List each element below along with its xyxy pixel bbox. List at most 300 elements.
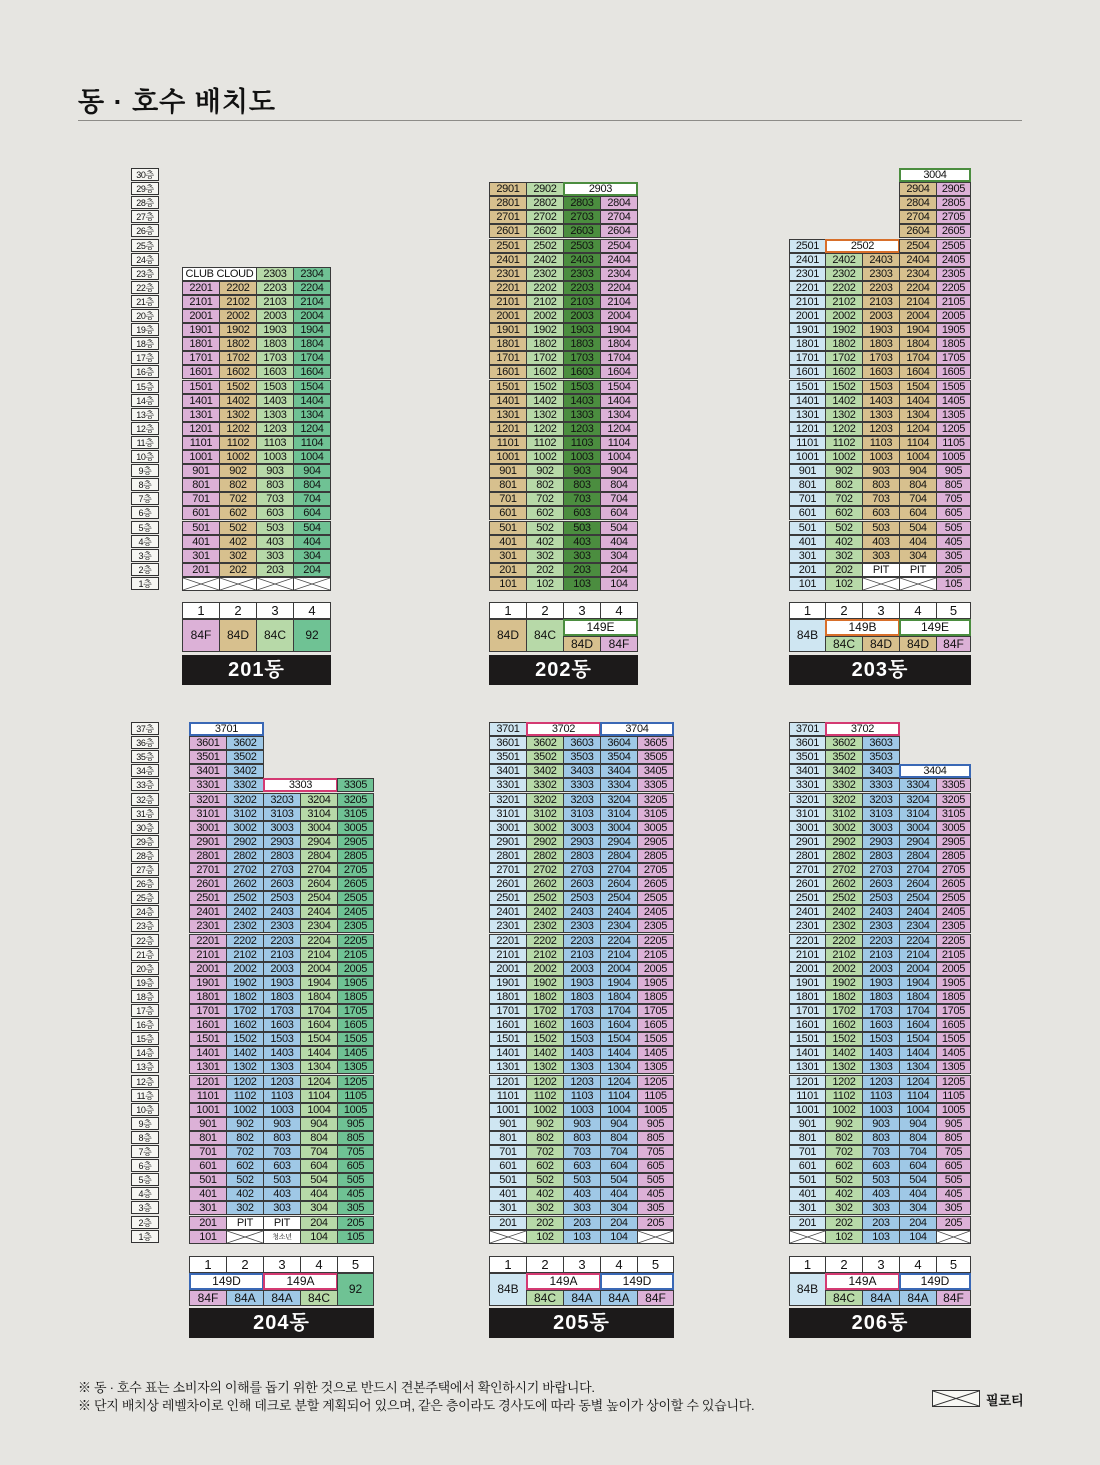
unit-cell: 1702	[526, 1004, 564, 1018]
floor-label: 27층	[131, 863, 159, 876]
unit-cell: 302	[526, 549, 564, 563]
unit-cell: 602	[219, 506, 257, 520]
floor-label: 13층	[131, 1060, 159, 1073]
unit-cell: 1503	[862, 1032, 900, 1046]
unit-cell: 1904	[600, 323, 638, 337]
unit-cell: 2503	[563, 239, 601, 253]
unit-cell: 2202	[825, 281, 863, 295]
unit-cell: 202	[219, 563, 257, 577]
unit-cell: 103	[563, 1230, 601, 1244]
unit-cell: 3702	[526, 722, 601, 736]
unit-cell: 1204	[899, 422, 937, 436]
unit-cell: 503	[862, 1173, 900, 1187]
line-number: 4	[293, 602, 331, 619]
unit-cell: 1202	[219, 422, 257, 436]
floor-label: 13층	[131, 408, 159, 421]
unit-cell: 1701	[489, 1004, 527, 1018]
unit-cell: 905	[936, 464, 971, 478]
unit-cell: 1103	[862, 1089, 900, 1103]
unit-cell: 2704	[899, 863, 937, 877]
unit-cell: 2401	[489, 905, 527, 919]
unit-cell: 502	[226, 1173, 264, 1187]
unit-cell: 1004	[600, 1103, 638, 1117]
unit-cell: 2505	[936, 239, 971, 253]
unit-cell: 1403	[263, 1046, 301, 1060]
unit-cell: 1704	[300, 1004, 338, 1018]
unit-cell: 1504	[300, 1032, 338, 1046]
floor-label: 36층	[131, 736, 159, 749]
unit-cell: 703	[862, 492, 900, 506]
unit-cell: 1904	[899, 976, 937, 990]
unit-cell: 2403	[263, 905, 301, 919]
unit-cell: 2305	[637, 919, 674, 933]
unit-cell: 3304	[899, 778, 937, 792]
unit-cell: 802	[226, 1131, 264, 1145]
unit-cell: 205	[337, 1216, 374, 1230]
unit-cell: 1502	[825, 1032, 863, 1046]
unit-cell: 703	[256, 492, 294, 506]
unit-cell: 204	[293, 563, 331, 577]
unit-cell: 1203	[563, 422, 601, 436]
unit-cell: 1902	[219, 323, 257, 337]
type-box-84F: 84F	[182, 619, 220, 652]
unit-cell: 1805	[337, 990, 374, 1004]
floor-label: 6층	[131, 1159, 159, 1172]
unit-cell: 1505	[936, 1032, 971, 1046]
unit-cell: 3105	[637, 807, 674, 821]
unit-cell: 204	[300, 1216, 338, 1230]
type-box-149A: 149A	[526, 1273, 601, 1290]
unit-cell: 104	[600, 577, 638, 591]
unit-cell: 3404	[600, 764, 638, 778]
unit-cell: 1905	[337, 976, 374, 990]
unit-cell: 1703	[563, 351, 601, 365]
unit-cell: 2102	[526, 948, 564, 962]
unit-cell: 404	[300, 1187, 338, 1201]
unit-cell: 1703	[862, 1004, 900, 1018]
unit-cell: 1905	[936, 323, 971, 337]
unit-cell: 1504	[600, 1032, 638, 1046]
unit-cell: 1204	[300, 1075, 338, 1089]
unit-cell: 2101	[189, 948, 227, 962]
unit-cell: 301	[182, 549, 220, 563]
unit-cell: 2103	[563, 948, 601, 962]
unit-cell: 2103	[256, 295, 294, 309]
floor-label: 17층	[131, 1004, 159, 1017]
unit-cell: 1404	[300, 1046, 338, 1060]
unit-cell: 1602	[526, 365, 564, 379]
unit-cell: 801	[789, 478, 826, 492]
unit-cell: 404	[600, 1187, 638, 1201]
unit-cell: 2304	[300, 919, 338, 933]
unit-cell: 803	[563, 1131, 601, 1145]
unit-cell: 702	[219, 492, 257, 506]
unit-cell: 703	[263, 1145, 301, 1159]
unit-cell: 2704	[600, 863, 638, 877]
unit-cell: 2302	[825, 267, 863, 281]
unit-cell: 2705	[936, 210, 971, 224]
unit-cell: 1203	[862, 1075, 900, 1089]
unit-cell: 501	[789, 1173, 826, 1187]
unit-cell: 104	[300, 1230, 338, 1244]
unit-cell: 905	[936, 1117, 971, 1131]
unit-cell: 901	[489, 1117, 527, 1131]
unit-cell: 603	[862, 1159, 900, 1173]
unit-cell: 801	[489, 478, 527, 492]
unit-cell: 702	[226, 1145, 264, 1159]
unit-cell: 3001	[189, 821, 227, 835]
unit-cell: 2304	[600, 919, 638, 933]
unit-cell: 901	[789, 464, 826, 478]
unit-cell: 1003	[862, 450, 900, 464]
unit-cell: 1005	[337, 1103, 374, 1117]
unit-cell: 3004	[600, 821, 638, 835]
unit-cell: 402	[825, 535, 863, 549]
unit-cell: 1405	[337, 1046, 374, 1060]
unit-cell: 601	[489, 1159, 527, 1173]
unit-cell: 701	[489, 492, 527, 506]
unit-cell: 501	[489, 1173, 527, 1187]
line-number: 3	[862, 1256, 900, 1273]
unit-cell: 3204	[300, 793, 338, 807]
unit-cell: 1804	[300, 990, 338, 1004]
unit-cell: 802	[219, 478, 257, 492]
unit-cell: 302	[219, 549, 257, 563]
unit-cell: 1103	[256, 436, 294, 450]
unit-cell: 502	[526, 1173, 564, 1187]
unit-cell: 1103	[563, 1089, 601, 1103]
unit-cell: 1501	[489, 380, 527, 394]
unit-cell: 1801	[789, 990, 826, 1004]
floor-label: 22층	[131, 934, 159, 947]
unit-cell: 1002	[825, 450, 863, 464]
unit-cell: 105	[936, 577, 971, 591]
unit-cell: 1804	[600, 990, 638, 1004]
unit-cell: 704	[899, 492, 937, 506]
unit-cell: 3205	[637, 793, 674, 807]
unit-cell: 2405	[936, 905, 971, 919]
unit-cell: 2705	[637, 863, 674, 877]
unit-cell: 1802	[825, 990, 863, 1004]
unit-cell: 3201	[489, 793, 527, 807]
unit-cell: 1903	[256, 323, 294, 337]
unit-cell: 1603	[563, 1018, 601, 1032]
unit-cell: 3103	[563, 807, 601, 821]
unit-cell: 205	[936, 1216, 971, 1230]
unit-cell: 803	[256, 478, 294, 492]
unit-cell: 2103	[263, 948, 301, 962]
unit-cell: 2305	[337, 919, 374, 933]
unit-cell: 2401	[789, 253, 826, 267]
unit-cell: 1902	[226, 976, 264, 990]
unit-cell: 804	[899, 1131, 937, 1145]
unit-cell: 1905	[637, 976, 674, 990]
unit-cell: 2202	[526, 934, 564, 948]
floor-label: 5층	[131, 521, 159, 534]
unit-cell: 2903	[862, 835, 900, 849]
unit-cell: 301	[489, 549, 527, 563]
unit-cell: 2101	[489, 295, 527, 309]
unit-cell: 2002	[526, 962, 564, 976]
unit-cell: 1602	[219, 365, 257, 379]
unit-cell: 1501	[489, 1032, 527, 1046]
unit-cell: 1401	[189, 1046, 227, 1060]
floor-label: 28층	[131, 196, 159, 209]
unit-cell: 3201	[789, 793, 826, 807]
unit-cell: 2402	[226, 905, 264, 919]
unit-cell: 3501	[789, 750, 826, 764]
type-box-84F: 84F	[189, 1290, 227, 1306]
unit-cell: 3005	[637, 821, 674, 835]
unit-cell: 2704	[600, 210, 638, 224]
unit-cell: 2303	[263, 919, 301, 933]
unit-cell: 302	[226, 1201, 264, 1215]
unit-cell: 801	[489, 1131, 527, 1145]
unit-cell: 3003	[263, 821, 301, 835]
unit-cell: 1604	[899, 1018, 937, 1032]
floor-label: 7층	[131, 1145, 159, 1158]
floor-label: 9층	[131, 464, 159, 477]
unit-cell: 702	[526, 492, 564, 506]
unit-cell: 1005	[936, 1103, 971, 1117]
unit-cell: 1901	[182, 323, 220, 337]
unit-cell: 1302	[526, 1060, 564, 1074]
unit-cell: 205	[637, 1216, 674, 1230]
unit-cell: 3501	[489, 750, 527, 764]
unit-cell: 3303	[563, 778, 601, 792]
line-number: 2	[226, 1256, 264, 1273]
unit-cell: 2404	[600, 905, 638, 919]
type-box-84D: 84D	[219, 619, 257, 652]
unit-cell: 청소년	[263, 1230, 301, 1244]
unit-cell: 904	[293, 464, 331, 478]
unit-cell: 2605	[936, 224, 971, 238]
unit-cell: 2002	[226, 962, 264, 976]
unit-cell: 2105	[936, 948, 971, 962]
unit-cell: 3301	[189, 778, 227, 792]
unit-cell: 2205	[337, 934, 374, 948]
note-line-2: ※ 단지 배치상 레벨차이로 인해 데크로 분할 계획되어 있으며, 같은 층이라도 경사도에 따라 동별 높이가 상이할 수 있습니다.	[78, 1398, 755, 1413]
unit-cell: 3701	[789, 722, 826, 736]
unit-cell: 303	[862, 1201, 900, 1215]
floor-label: 5층	[131, 1173, 159, 1186]
unit-cell: 1404	[600, 394, 638, 408]
floor-label: 23층	[131, 919, 159, 932]
unit-cell: 403	[256, 535, 294, 549]
unit-cell: 2003	[563, 962, 601, 976]
unit-cell: 3502	[825, 750, 863, 764]
unit-cell: 704	[300, 1145, 338, 1159]
unit-cell: 2403	[563, 905, 601, 919]
unit-cell: 2102	[825, 295, 863, 309]
unit-cell: 1203	[256, 422, 294, 436]
unit-cell: 2104	[899, 295, 937, 309]
unit-cell: 1903	[862, 323, 900, 337]
unit-cell: 301	[789, 549, 826, 563]
unit-cell: 502	[825, 1173, 863, 1187]
unit-cell: 2601	[189, 877, 227, 891]
unit-cell: 602	[526, 506, 564, 520]
unit-cell: 104	[899, 1230, 937, 1244]
unit-cell: 303	[563, 549, 601, 563]
unit-cell: 2402	[526, 905, 564, 919]
unit-cell: 1904	[899, 323, 937, 337]
unit-cell: 603	[256, 506, 294, 520]
unit-cell: 2501	[489, 891, 527, 905]
note-line-1: ※ 동 · 호수 표는 소비자의 이해를 돕기 위한 것으로 반드시 견본주택에서 확인하시기 바랍니다.	[78, 1380, 595, 1395]
unit-cell: 1104	[600, 1089, 638, 1103]
unit-cell: 1403	[563, 1046, 601, 1060]
unit-cell: 1201	[489, 422, 527, 436]
unit-cell: 2605	[936, 877, 971, 891]
unit-cell: 1402	[526, 1046, 564, 1060]
unit-cell: 1001	[789, 450, 826, 464]
unit-cell: 2603	[563, 877, 601, 891]
pilotis-cell	[219, 577, 257, 591]
unit-cell: 1205	[637, 1075, 674, 1089]
unit-cell: 1403	[862, 394, 900, 408]
unit-cell: 1102	[226, 1089, 264, 1103]
unit-cell: 2502	[526, 239, 564, 253]
unit-cell: 1103	[862, 436, 900, 450]
unit-cell: 601	[789, 506, 826, 520]
unit-cell: 2702	[825, 863, 863, 877]
unit-cell: 704	[600, 492, 638, 506]
unit-cell: PIT	[226, 1216, 264, 1230]
unit-cell: 1305	[936, 1060, 971, 1074]
unit-cell: 504	[300, 1173, 338, 1187]
unit-cell: 2001	[489, 309, 527, 323]
unit-cell: 2501	[489, 239, 527, 253]
unit-cell: 3702	[825, 722, 900, 736]
unit-cell: 402	[226, 1187, 264, 1201]
unit-cell: 603	[862, 506, 900, 520]
unit-cell: 3102	[825, 807, 863, 821]
unit-cell: 2403	[862, 905, 900, 919]
unit-cell: 405	[637, 1187, 674, 1201]
unit-cell: 202	[825, 563, 863, 577]
unit-cell: 1702	[825, 1004, 863, 1018]
unit-cell: 1101	[489, 1089, 527, 1103]
unit-cell: 1805	[936, 337, 971, 351]
unit-cell: 504	[600, 521, 638, 535]
unit-cell: 2505	[936, 891, 971, 905]
unit-cell: 2602	[825, 877, 863, 891]
unit-cell: 1003	[256, 450, 294, 464]
unit-cell: 2905	[936, 835, 971, 849]
unit-cell: 1801	[489, 337, 527, 351]
unit-cell: 2101	[182, 295, 220, 309]
unit-cell: 1705	[637, 1004, 674, 1018]
unit-cell: 2602	[226, 877, 264, 891]
unit-cell: 3104	[899, 807, 937, 821]
floor-label: 15층	[131, 380, 159, 393]
unit-cell: 1604	[300, 1018, 338, 1032]
unit-cell: 1901	[489, 976, 527, 990]
unit-cell: 3104	[600, 807, 638, 821]
unit-cell: 1804	[899, 337, 937, 351]
type-box-84F: 84F	[936, 1290, 971, 1306]
unit-cell: 3405	[637, 764, 674, 778]
unit-cell: 1702	[219, 351, 257, 365]
unit-cell: 1403	[862, 1046, 900, 1060]
unit-cell: 2301	[789, 919, 826, 933]
unit-cell: 201	[189, 1216, 227, 1230]
unit-cell: 1501	[789, 1032, 826, 1046]
unit-cell: 505	[936, 1173, 971, 1187]
unit-cell: 1502	[526, 380, 564, 394]
unit-cell: 2404	[600, 253, 638, 267]
unit-cell: 2303	[862, 267, 900, 281]
unit-cell: 1704	[600, 1004, 638, 1018]
unit-cell: 902	[219, 464, 257, 478]
unit-cell: 2504	[300, 891, 338, 905]
unit-cell: 1204	[600, 1075, 638, 1089]
unit-cell: 3303	[862, 778, 900, 792]
unit-cell: 802	[825, 478, 863, 492]
unit-cell: 805	[637, 1131, 674, 1145]
unit-cell: 2601	[489, 224, 527, 238]
unit-cell: 2205	[637, 934, 674, 948]
unit-cell: 504	[899, 521, 937, 535]
unit-cell: 3302	[226, 778, 264, 792]
unit-cell: 2002	[825, 309, 863, 323]
unit-cell: 3003	[563, 821, 601, 835]
unit-cell: 401	[789, 535, 826, 549]
unit-cell: 1603	[563, 365, 601, 379]
unit-cell: 3004	[899, 168, 971, 182]
unit-cell: 1501	[182, 380, 220, 394]
unit-cell: 2104	[293, 295, 331, 309]
unit-cell: 701	[489, 1145, 527, 1159]
unit-cell: 1705	[936, 1004, 971, 1018]
unit-cell: 501	[489, 521, 527, 535]
type-box-92: 92	[337, 1273, 374, 1306]
unit-cell: 2102	[226, 948, 264, 962]
unit-cell: 403	[563, 535, 601, 549]
type-box-84D: 84D	[899, 636, 937, 652]
unit-cell: 2202	[825, 934, 863, 948]
unit-cell: 1502	[526, 1032, 564, 1046]
unit-cell: 1301	[189, 1060, 227, 1074]
unit-cell: 902	[226, 1117, 264, 1131]
pilotis-cell	[862, 577, 900, 591]
line-number: 5	[337, 1256, 374, 1273]
line-number: 1	[789, 602, 826, 619]
unit-cell: 2404	[300, 905, 338, 919]
type-box-84D: 84D	[489, 619, 527, 652]
unit-cell: 2005	[337, 962, 374, 976]
type-box-84A: 84A	[862, 1290, 900, 1306]
unit-cell: 1301	[489, 1060, 527, 1074]
unit-cell: 2205	[936, 934, 971, 948]
unit-cell: 2005	[936, 309, 971, 323]
unit-cell: 2805	[637, 849, 674, 863]
unit-cell: 2401	[789, 905, 826, 919]
unit-cell: 1801	[182, 337, 220, 351]
unit-cell: 1705	[936, 351, 971, 365]
unit-cell: 902	[526, 1117, 564, 1131]
building-name: 204동	[189, 1308, 374, 1338]
unit-cell: 1405	[936, 1046, 971, 1060]
unit-cell: 3203	[862, 793, 900, 807]
unit-cell: 2503	[862, 891, 900, 905]
unit-cell: 1003	[563, 450, 601, 464]
unit-cell: 2603	[563, 224, 601, 238]
unit-cell: 505	[337, 1173, 374, 1187]
unit-cell: 1505	[637, 1032, 674, 1046]
unit-cell: 501	[182, 521, 220, 535]
